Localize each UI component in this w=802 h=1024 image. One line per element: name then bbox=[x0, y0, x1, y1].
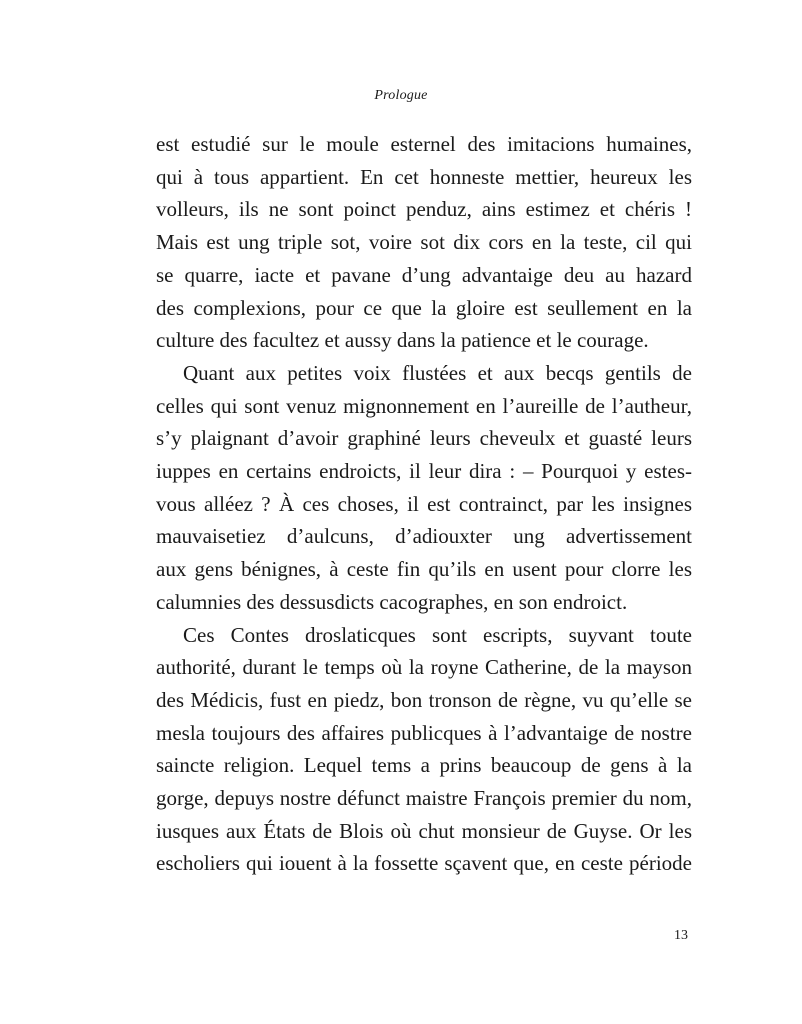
text-line: celles qui sont venuz mignonnement en l’aureille de l’autheur, bbox=[156, 393, 692, 418]
text-line: des Médicis, fust en piedz, bon tronson de règne, vu qu’elle se bbox=[156, 687, 692, 712]
text-line: Mais est ung triple sot, voire sot dix cors en la teste, cil qui bbox=[156, 230, 692, 255]
text-line: est estudié sur le moule esternel des imitacions humaines, bbox=[156, 132, 692, 156]
paragraph-start-line: Quant aux petites voix flustées et aux becqs gentils de bbox=[183, 360, 692, 385]
text-line: mauvaisetiez d’aulcuns, d’adiouxter ung advertissement bbox=[156, 524, 692, 549]
text-line: des complexions, pour ce que la gloire est seullement en la bbox=[156, 295, 692, 320]
text-line: calumnies des dessusdicts cacographes, en son endroict. bbox=[156, 589, 628, 614]
text-line: vous alléez ? À ces choses, il est contrainct, par les insignes bbox=[156, 491, 692, 516]
text-line: authorité, durant le temps où la royne Catherine, de la mayson bbox=[156, 655, 692, 680]
text-line: iuppes en certains endroicts, il leur dira : – Pourquoi y estes- bbox=[156, 459, 692, 484]
text-line: saincte religion. Lequel tems a prins beaucoup de gens à la bbox=[156, 753, 692, 778]
page-number: 13 bbox=[674, 928, 688, 943]
text-line: iusques aux États de Blois où chut monsieur de Guyse. Or les bbox=[156, 818, 692, 843]
paragraph-start-line: Ces Contes droslaticques sont escripts, suyvant toute bbox=[183, 622, 692, 647]
text-line: escholiers qui iouent à la fossette sçavent que, en ceste période bbox=[156, 851, 692, 876]
text-line: mesla toujours des affaires publicques à l’advantaige de nostre bbox=[156, 720, 692, 745]
running-head: Prologue bbox=[374, 88, 428, 103]
text-line: qui à tous appartient. En cet honneste mettier, heureux les bbox=[156, 164, 692, 189]
text-line: aux gens bénignes, à ceste fin qu’ils en usent pour clorre les bbox=[156, 557, 692, 582]
text-line: s’y plaignant d’avoir graphiné leurs cheveulx et guasté leurs bbox=[156, 426, 692, 451]
text-line: se quarre, iacte et pavane d’ung advantaige deu au hazard bbox=[156, 262, 692, 287]
text-line: culture des facultez et aussy dans la patience et le courage. bbox=[156, 328, 649, 353]
text-line: volleurs, ils ne sont poinct penduz, ains estimez et chéris ! bbox=[156, 197, 692, 222]
text-line: gorge, depuys nostre défunct maistre François premier du nom, bbox=[156, 786, 692, 811]
body-text bbox=[156, 128, 692, 880]
